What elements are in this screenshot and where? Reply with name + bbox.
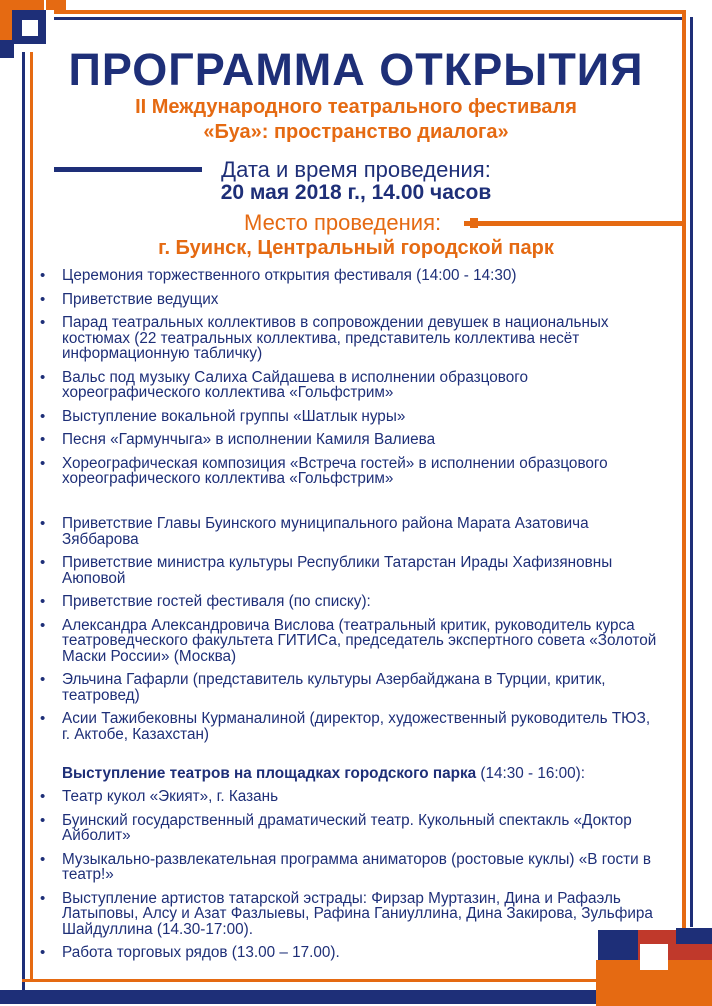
program-item-text: Приветствие министра культуры Республики Татарстан Ирады Хафизяновны Аюповой — [62, 554, 613, 587]
bullet-icon: • — [40, 944, 46, 961]
program-item — [40, 618, 660, 665]
bullet-icon: • — [40, 314, 46, 331]
bullet-icon: • — [40, 889, 46, 907]
performance-item — [40, 813, 660, 844]
bullet-icon: • — [40, 267, 46, 284]
performance-item-text: Работа торговых рядов (13.00 – 17.00). — [62, 944, 340, 961]
bullet-icon: • — [40, 671, 46, 688]
program-item — [40, 672, 660, 703]
bullet-icon: • — [40, 616, 46, 634]
bullet-icon: • — [40, 290, 46, 308]
frame-right-navy-line — [690, 17, 693, 927]
program-list-part2 — [40, 516, 660, 750]
corner-square-small-orange — [46, 0, 66, 10]
program-item-text: Хореографическая композиция «Встреча гостей» в исполнении образцового хореографического коллектива «Гольфстрим» — [62, 454, 608, 487]
program-item — [40, 292, 660, 308]
bullet-icon: • — [40, 368, 46, 386]
bullet-icon: • — [40, 515, 46, 532]
bullet-icon: • — [40, 593, 46, 610]
bullet-icon: • — [40, 710, 46, 727]
program-item — [40, 555, 660, 586]
program-item — [40, 516, 660, 547]
program-item-text: Вальс под музыку Салиха Сайдашева в исполнении образцового хореографического коллектива «Гольфстрим» — [62, 368, 528, 401]
performances-list — [40, 789, 660, 969]
bullet-icon: • — [40, 454, 46, 472]
bullet-icon: • — [40, 407, 46, 425]
frame-bottom-navy-line — [0, 990, 600, 1004]
corner-square-navy-small-br — [676, 928, 712, 944]
performance-item — [40, 852, 660, 883]
performance-item — [40, 789, 660, 805]
place-value: г. Буинск, Центральный городской парк — [158, 237, 554, 259]
program-item-text: Эльчина Гафарли (представитель культуры Азербайджана в Турции, критик, театровед) — [62, 671, 606, 704]
bullet-icon: • — [40, 850, 46, 868]
frame-top-orange-line — [54, 10, 686, 14]
corner-square-white — [22, 20, 38, 36]
program-item — [40, 409, 660, 425]
frame-right-orange-line — [682, 10, 686, 928]
program-item-text: Парад театральных коллективов в сопровождении девушек в национальных костюмах (22 театральных коллектива, представитель коллектива несёт информационную табличку) — [62, 314, 609, 362]
bullet-icon: • — [40, 788, 46, 805]
performance-item-text: Буинский государственный драматический театр. Кукольный спектакль «Доктор Айболит» — [62, 811, 632, 844]
performance-item-text: Театр кукол «Экият», г. Казань — [62, 788, 279, 805]
program-item-text: Выступление вокальной группы «Шатлык нуры» — [62, 407, 406, 425]
program-item — [40, 594, 660, 610]
frame-top-navy-line — [54, 17, 686, 20]
program-list-part1 — [40, 268, 660, 495]
performance-item-text: Музыкально-развлекательная программа аниматоров (ростовые куклы) «В гости в театр!» — [62, 850, 652, 883]
bullet-icon: • — [40, 554, 46, 571]
program-item-text: Александра Александровича Вислова (театральный критик, руководитель курса театроведческого факультета ГИТИСа, председатель экспертного совета «Золотой Маски России» (Москва) — [62, 616, 657, 665]
program-item — [40, 370, 660, 401]
place-accent-bar-orange — [464, 221, 682, 226]
performance-item-text: Выступление артистов татарской эстрады: Фирзар Муртазин, Дина и Рафаэль Латыповы, Алсу и Азат Фазлыевы, Рафина Ганиуллина, Дина Закирова, Зульфира Шайдуллина (14.30-17:00). — [62, 889, 653, 938]
program-item-text: Приветствие гостей фестиваля (по списку): — [62, 593, 371, 610]
date-label: Дата и время проведения: — [221, 157, 491, 182]
performance-item — [40, 891, 660, 938]
place-accent-bar-orange-left — [470, 218, 478, 228]
program-item-text: Приветствие Главы Буинского муниципального района Марата Азатовича Зяббарова — [62, 515, 589, 548]
festival-subtitle-line1: II Международного театрального фестиваля — [135, 96, 577, 118]
page-title: ПРОГРАММА ОТКРЫТИЯ — [68, 44, 644, 95]
bullet-icon: • — [40, 431, 46, 448]
performance-item — [40, 945, 660, 961]
program-item — [40, 711, 660, 742]
program-item — [40, 268, 660, 284]
frame-bottom-orange-line — [22, 979, 602, 982]
performances-heading-time: (14:30 - 16:00): — [476, 765, 586, 782]
program-item-text: Асии Тажибековны Курманалиной (директор, художественный руководитель ТЮЗ, г. Актобе, Казахстан) — [62, 710, 651, 743]
program-item-text: Церемония торжественного открытия фестиваля (14:00 - 14:30) — [62, 267, 517, 284]
program-item — [40, 315, 660, 362]
performances-heading — [62, 766, 662, 782]
place-label: Место проведения: — [244, 210, 442, 235]
program-item — [40, 432, 660, 448]
program-item-text: Приветствие ведущих — [62, 290, 219, 308]
bullet-icon: • — [40, 811, 46, 829]
festival-subtitle-line2: «Буа»: пространство диалога» — [203, 121, 509, 143]
performances-heading-bold: Выступление театров на площадках городского парка — [62, 765, 477, 782]
program-item-text: Песня «Гармунчыга» в исполнении Камиля Валиева — [62, 431, 436, 448]
program-item — [40, 456, 660, 487]
date-value: 20 мая 2018 г., 14.00 часов — [220, 181, 492, 204]
